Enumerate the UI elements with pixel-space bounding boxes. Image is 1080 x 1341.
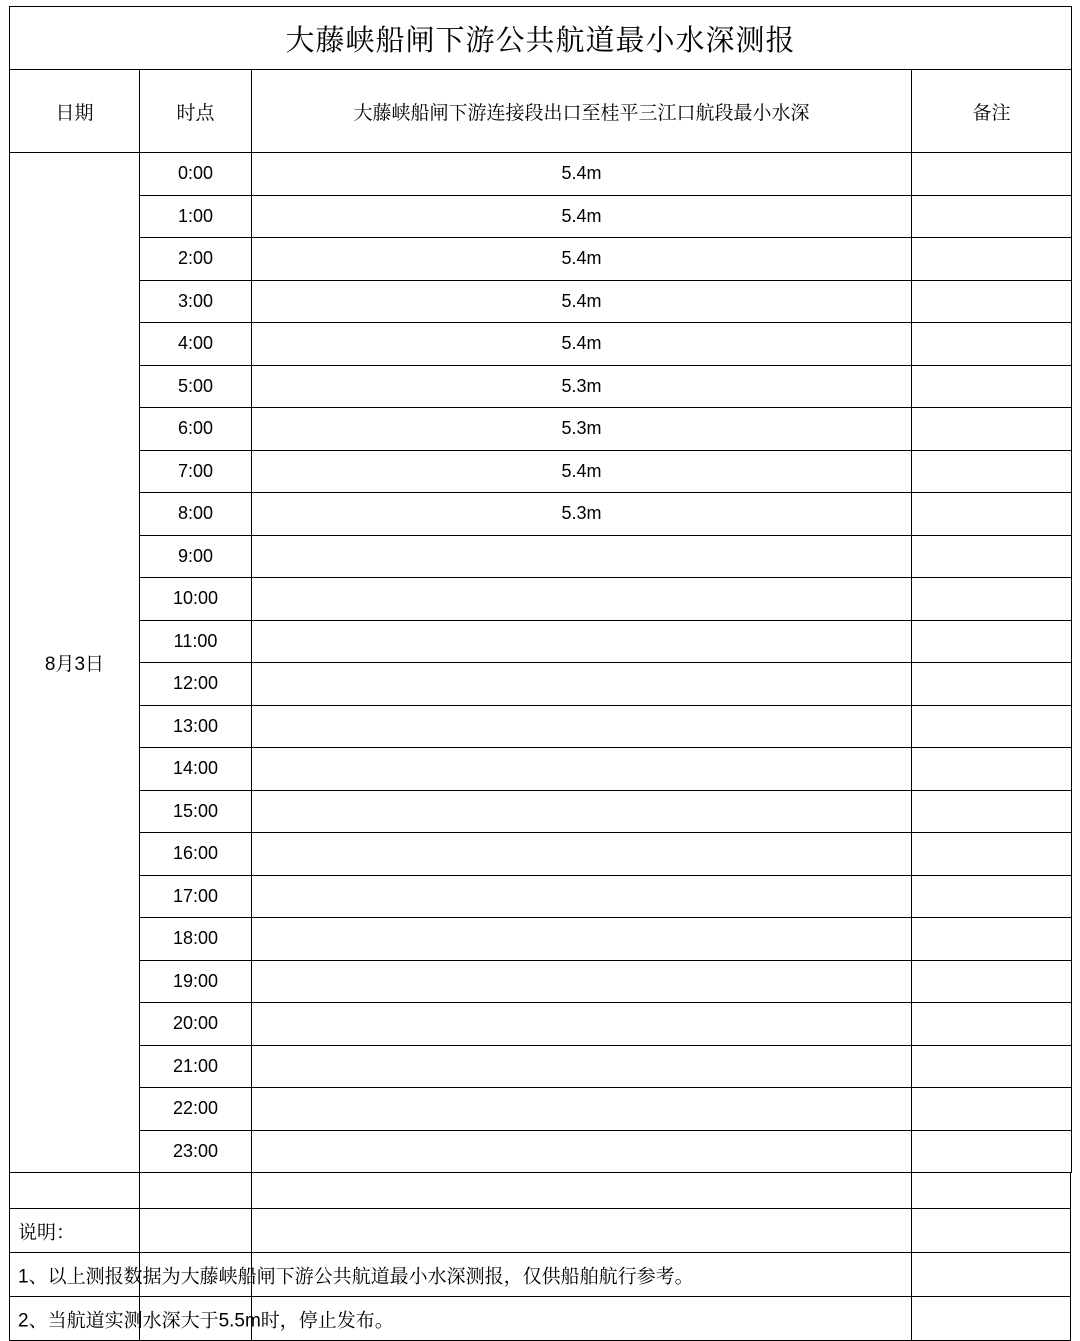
note-cell (912, 578, 1072, 621)
note-cell (912, 960, 1072, 1003)
table-row (10, 408, 1072, 451)
time-cell: 0:00 (140, 153, 252, 196)
time-cell: 9:00 (140, 535, 252, 578)
note-cell (912, 1130, 1072, 1173)
depth-cell: 5.3m (252, 493, 912, 536)
note-cell (912, 153, 1072, 196)
depth-cell (252, 790, 912, 833)
time-cell: 2:00 (140, 238, 252, 281)
table-row (10, 960, 1072, 1003)
note-cell (912, 195, 1072, 238)
depth-cell (252, 1088, 912, 1131)
notes-grid-cell (912, 1173, 1070, 1208)
note-cell (912, 620, 1072, 663)
time-cell: 11:00 (140, 620, 252, 663)
notes-grid-cell (252, 1209, 912, 1252)
depth-cell (252, 833, 912, 876)
time-cell: 21:00 (140, 1045, 252, 1088)
depth-cell: 5.4m (252, 238, 912, 281)
note-cell (912, 493, 1072, 536)
depth-cell (252, 1045, 912, 1088)
note-cell (912, 918, 1072, 961)
note-cell (912, 280, 1072, 323)
table-row (10, 918, 1072, 961)
note-cell (912, 1088, 1072, 1131)
note-cell (912, 535, 1072, 578)
water-depth-table (9, 6, 1072, 1173)
depth-cell: 5.3m (252, 365, 912, 408)
notes-spacer-row (9, 1173, 1071, 1209)
time-cell: 16:00 (140, 833, 252, 876)
depth-cell (252, 620, 912, 663)
time-cell: 8:00 (140, 493, 252, 536)
note-cell (912, 323, 1072, 366)
notes-item-2: 2、当航道实测水深大于5.5m时，停止发布。 (18, 1310, 394, 1331)
notes-grid-cell (140, 1173, 252, 1208)
depth-cell (252, 1003, 912, 1046)
note-cell (912, 1003, 1072, 1046)
page-title: 大藤峡船闸下游公共航道最小水深测报 (10, 7, 1072, 70)
note-cell (912, 238, 1072, 281)
note-cell (912, 833, 1072, 876)
notes-grid-cell (10, 1173, 140, 1208)
column-header-time: 时点 (140, 70, 252, 153)
table-row (10, 875, 1072, 918)
column-header-depth: 大藤峡船闸下游连接段出口至桂平三江口航段最小水深 (252, 70, 912, 153)
time-cell: 17:00 (140, 875, 252, 918)
time-cell: 23:00 (140, 1130, 252, 1173)
notes-item-row (9, 1253, 1071, 1297)
time-cell: 19:00 (140, 960, 252, 1003)
table-row (10, 663, 1072, 706)
note-cell (912, 450, 1072, 493)
table-row (10, 535, 1072, 578)
depth-cell (252, 578, 912, 621)
table-row (10, 1088, 1072, 1131)
table-row (10, 833, 1072, 876)
note-cell (912, 705, 1072, 748)
report-page (0, 6, 1080, 1341)
table-row (10, 493, 1072, 536)
table-row (10, 578, 1072, 621)
depth-cell (252, 918, 912, 961)
table-row (10, 323, 1072, 366)
time-cell: 7:00 (140, 450, 252, 493)
column-header-note: 备注 (912, 70, 1072, 153)
depth-cell: 5.4m (252, 153, 912, 196)
depth-cell (252, 1130, 912, 1173)
notes-grid-cell (912, 1209, 1070, 1252)
depth-cell (252, 875, 912, 918)
notes-grid-cell (252, 1173, 912, 1208)
notes-grid-cell (912, 1297, 1070, 1340)
date-cell: 8月3日 (10, 153, 140, 1173)
notes-item-1: 1、以上测报数据为大藤峡船闸下游公共航道最小水深测报，仅供船舶航行参考。 (18, 1266, 694, 1287)
table-row (10, 790, 1072, 833)
table-row (10, 450, 1072, 493)
notes-grid-cell (912, 1253, 1070, 1296)
table-row (10, 195, 1072, 238)
depth-cell: 5.3m (252, 408, 912, 451)
depth-cell: 5.4m (252, 280, 912, 323)
depth-cell (252, 535, 912, 578)
time-cell: 13:00 (140, 705, 252, 748)
time-cell: 3:00 (140, 280, 252, 323)
depth-cell: 5.4m (252, 195, 912, 238)
column-header-date: 日期 (10, 70, 140, 153)
time-cell: 6:00 (140, 408, 252, 451)
depth-cell: 5.4m (252, 323, 912, 366)
time-cell: 5:00 (140, 365, 252, 408)
time-cell: 20:00 (140, 1003, 252, 1046)
depth-cell (252, 705, 912, 748)
table-row (10, 1003, 1072, 1046)
time-cell: 10:00 (140, 578, 252, 621)
table-row (10, 620, 1072, 663)
table-row (10, 238, 1072, 281)
time-cell: 22:00 (140, 1088, 252, 1131)
table-row (10, 1130, 1072, 1173)
depth-cell (252, 960, 912, 1003)
time-cell: 4:00 (140, 323, 252, 366)
time-cell: 14:00 (140, 748, 252, 791)
table-row (10, 705, 1072, 748)
header-row (10, 70, 1072, 153)
time-cell: 12:00 (140, 663, 252, 706)
depth-cell (252, 748, 912, 791)
table-row (10, 153, 1072, 196)
table-row (10, 365, 1072, 408)
title-row (10, 7, 1072, 70)
depth-cell (252, 663, 912, 706)
time-cell: 1:00 (140, 195, 252, 238)
notes-heading-row (9, 1209, 1071, 1253)
note-cell (912, 365, 1072, 408)
table-row (10, 280, 1072, 323)
notes-grid-cell (140, 1209, 252, 1252)
note-cell (912, 408, 1072, 451)
notes-section (9, 1173, 1071, 1341)
notes-item-row (9, 1297, 1071, 1341)
note-cell (912, 748, 1072, 791)
table-row (10, 1045, 1072, 1088)
notes-heading: 说明： (18, 1222, 76, 1243)
note-cell (912, 1045, 1072, 1088)
time-cell: 18:00 (140, 918, 252, 961)
depth-cell: 5.4m (252, 450, 912, 493)
note-cell (912, 790, 1072, 833)
table-row (10, 748, 1072, 791)
note-cell (912, 663, 1072, 706)
note-cell (912, 875, 1072, 918)
time-cell: 15:00 (140, 790, 252, 833)
